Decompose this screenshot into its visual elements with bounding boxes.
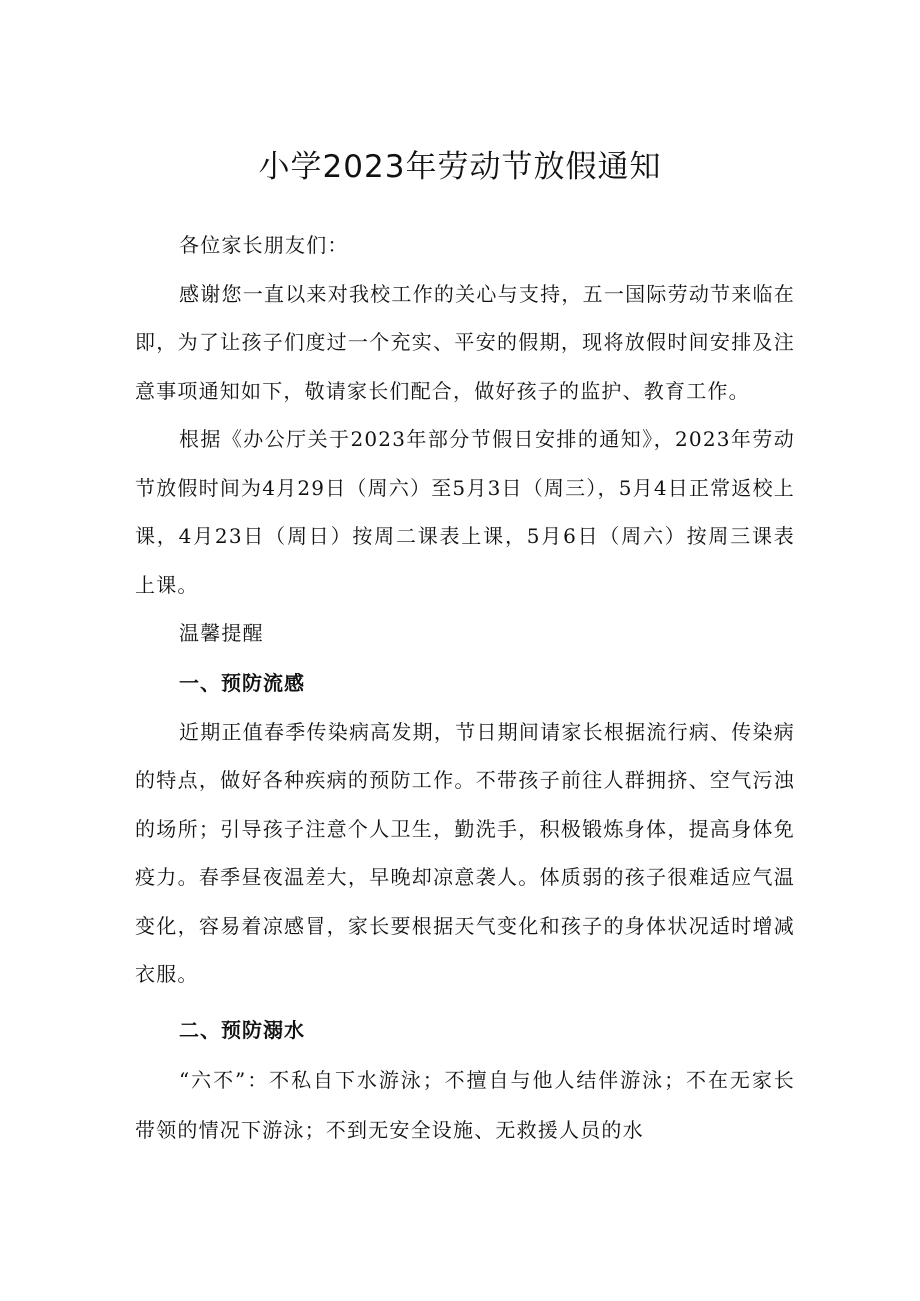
document-body: [135, 221, 795, 1155]
flu-paragraph: 近期正值春季传染病高发期，节日期间请家长根据流行病、传染病的特点，做好各种疾病的预防工作。不带孩子前往人群拥挤、空气污浊的场所；引导孩子注意个人卫生，勤洗手，积极锻炼身体，提高身体免疫力。春季昼夜温差大，早晚却凉意袭人。体质弱的孩子很难适应气温变化，容易着凉感冒，家长要根据天气变化和孩子的身体状况适时增减衣服。: [135, 719, 795, 986]
salutation: 各位家长朋友们：: [179, 233, 349, 257]
section-heading-drowning: 二、预防溺水: [179, 1017, 305, 1042]
schedule-paragraph: 根据《办公厅关于2023年部分节假日安排的通知》，2023年劳动节放假时间为4月29日（周六）至5月3日（周三），5月4日正常返校上课，4月23日（周日）按周二课表上课，5月6日（周六）按周三课表上课。: [135, 427, 795, 597]
document-title: 小学2023年劳动节放假通知: [258, 149, 662, 185]
drowning-paragraph: “六不”：不私自下水游泳；不擅自与他人结伴游泳；不在无家长带领的情况下游泳；不到无安全设施、无救援人员的水: [135, 1067, 795, 1142]
section-heading-flu: 一、预防流感: [179, 670, 305, 695]
intro-paragraph: 感谢您一直以来对我校工作的关心与支持，五一国际劳动节来临在即，为了让孩子们度过一个充实、平安的假期，现将放假时间安排及注意事项通知如下，敬请家长们配合，做好孩子的监护、教育工作。: [135, 281, 795, 403]
reminder-label: 温馨提醒: [179, 621, 264, 645]
